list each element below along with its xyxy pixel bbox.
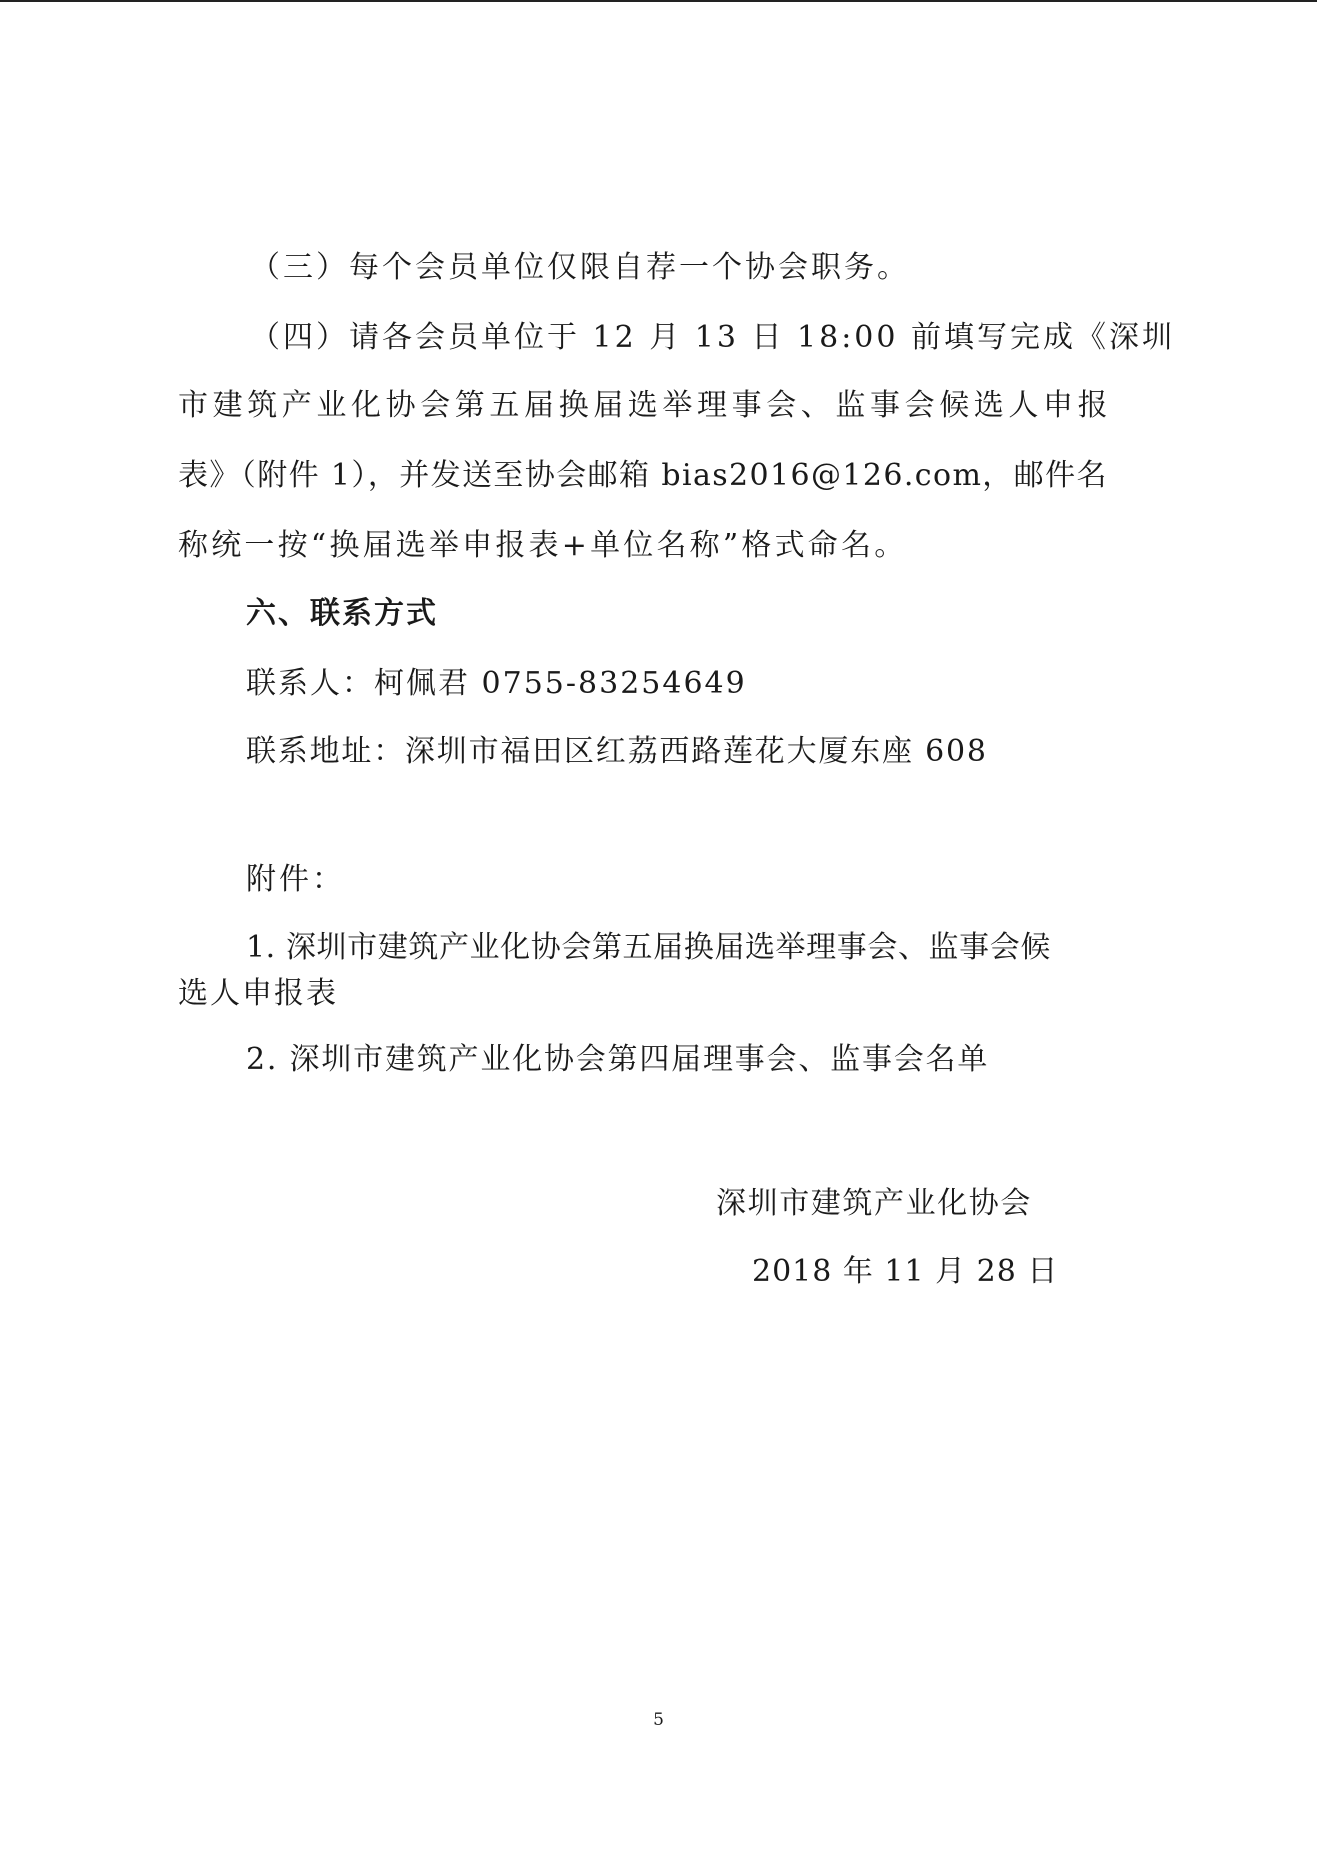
- signature-organization: 深圳市建筑产业化协会: [716, 1186, 1032, 1221]
- item-three-text: （三）每个会员单位仅限自荐一个协会职务。: [250, 250, 910, 285]
- item-four-line-3: 表》（附件 1），并发送至协会邮箱 bias2016@126.com，邮件名: [178, 458, 1108, 493]
- attachment-item-1-line-1: 1. 深圳市建筑产业化协会第五届换届选举理事会、监事会候: [246, 930, 1051, 965]
- attachment-item-1-line-2: 选人申报表: [178, 976, 338, 1011]
- item-four-line-1: （四）请各会员单位于 12 月 13 日 18:00 前填写完成《深圳: [250, 320, 1176, 355]
- attachments-label: 附件：: [246, 862, 345, 897]
- attachment-item-2: 2. 深圳市建筑产业化协会第四届理事会、监事会名单: [246, 1042, 990, 1077]
- signature-date: 2018 年 11 月 28 日: [752, 1254, 1059, 1289]
- contact-heading: 六、联系方式: [246, 596, 438, 631]
- page-number: 5: [653, 1710, 664, 1730]
- contact-address: 联系地址：深圳市福田区红荔西路莲花大厦东座 608: [246, 734, 988, 769]
- contact-person: 联系人：柯佩君 0755-83254649: [246, 666, 747, 701]
- item-four-line-4: 称统一按“换届选举申报表+单位名称”格式命名。: [178, 528, 908, 563]
- item-four-line-2: 市建筑产业化协会第五届换届选举理事会、监事会候选人申报: [178, 388, 1113, 423]
